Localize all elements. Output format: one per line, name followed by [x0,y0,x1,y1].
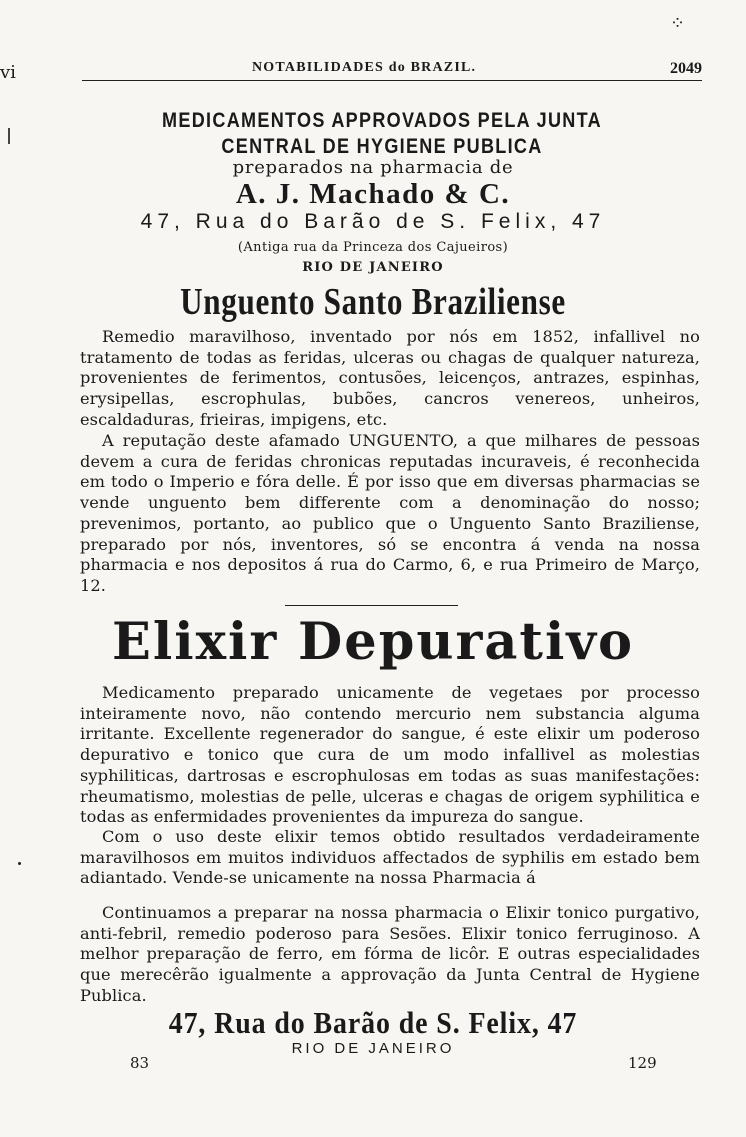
firm-address: 47, Rua do Barão de S. Felix, 47 [140,210,606,233]
preparation-line: preparados na pharmacia de [232,157,514,178]
elixir-paragraph-3: Continuamos a preparar na nossa pharmacia o Elixir tonico purgativo, anti-febril, remedio poderoso para Sesões. Elixir tonico ferruginoso. A melhor preparação de ferro, em fórma de licôr. E outras especialidades que merecêrão igualmente a approvação da Junta Central de Hygiene Publica. [80,903,700,1005]
unguento-paragraph-1: Remedio maravilhoso, inventado por nós em 1852, infallivel no tratamento de todas as feridas, ulceras ou chagas de qualquer natureza, provenientes de ferimentos, contusões, leicenços, antrazes, espinhas, erysipellas, escrophulas, bubões, cancros venereos, unheiros, escaldaduras, frieiras, impigens, etc. [80,327,700,429]
scan-mark-left: ⅵ [0,62,16,83]
footer-city: RIO DE JANEIRO [291,1040,455,1057]
scan-mark-top-right: ⁘ [670,13,686,34]
scan-mark-dot [18,862,21,865]
elixir-paragraph-2: Com o uso deste elixir temos obtido resultados verdadeiramente maravilhosos em muitos individuos affectados de syphilis em estado bem adiantado. Vende-se unicamente na nossa Pharmacia á [80,827,700,888]
unguento-title: Unguento Santo Braziliense [180,281,566,323]
firm-name: A. J. Machado & C. [235,178,511,210]
running-title: NOTABILIDADES do BRAZIL. [252,60,477,75]
section-divider [285,605,458,606]
footer-right-number: 129 [628,1054,657,1072]
scan-mark-left-line [8,128,10,144]
page-number-top: 2049 [670,60,702,77]
former-address: (Antiga rua da Princeza dos Cajueiros) [237,240,509,255]
main-heading: MEDICAMENTOS APPROVADOS PELA JUNTA CENTRAL DE HYGIENE PUBLICA [162,109,602,158]
footer-left-number: 83 [130,1054,150,1072]
header-rule [82,80,702,81]
city-label: RIO DE JANEIRO [302,260,444,275]
page-header [82,58,702,82]
footer-address: 47, Rua do Barão de S. Felix, 47 [168,1005,578,1040]
elixir-paragraph-1: Medicamento preparado unicamente de vegetaes por processo inteiramente novo, não contendo mercurio nem substancia alguma irritante. Excellente regenerador do sangue, é este elixir um poderoso depurativo e tonico que cura de um modo infallivel as molestias syphiliticas, dartrosas e escrophulosas em todas as suas manifestações: rheumatismo, molestias de pelle, ulceras e chagas de origem syphilitica e todas as enfermidades provenientes da impureza do sangue. [80,683,700,827]
elixir-title: Elixir Depurativo [112,612,634,672]
unguento-paragraph-2: A reputação deste afamado UNGUENTO, a que milhares de pessoas devem a cura de feridas chronicas reputadas incuraveis, é reconhecida em todo o Imperio e fóra delle. É por isso que em diversas pharmacias se vende unguento bem differente com a denominação do nosso; prevenimos, portanto, ao publico que o Unguento Santo Braziliense, preparado por nós, inventores, só se encontra á venda na nossa pharmacia e nos depositos á rua do Carmo, 6, e rua Primeiro de Março, 12. [80,431,700,595]
